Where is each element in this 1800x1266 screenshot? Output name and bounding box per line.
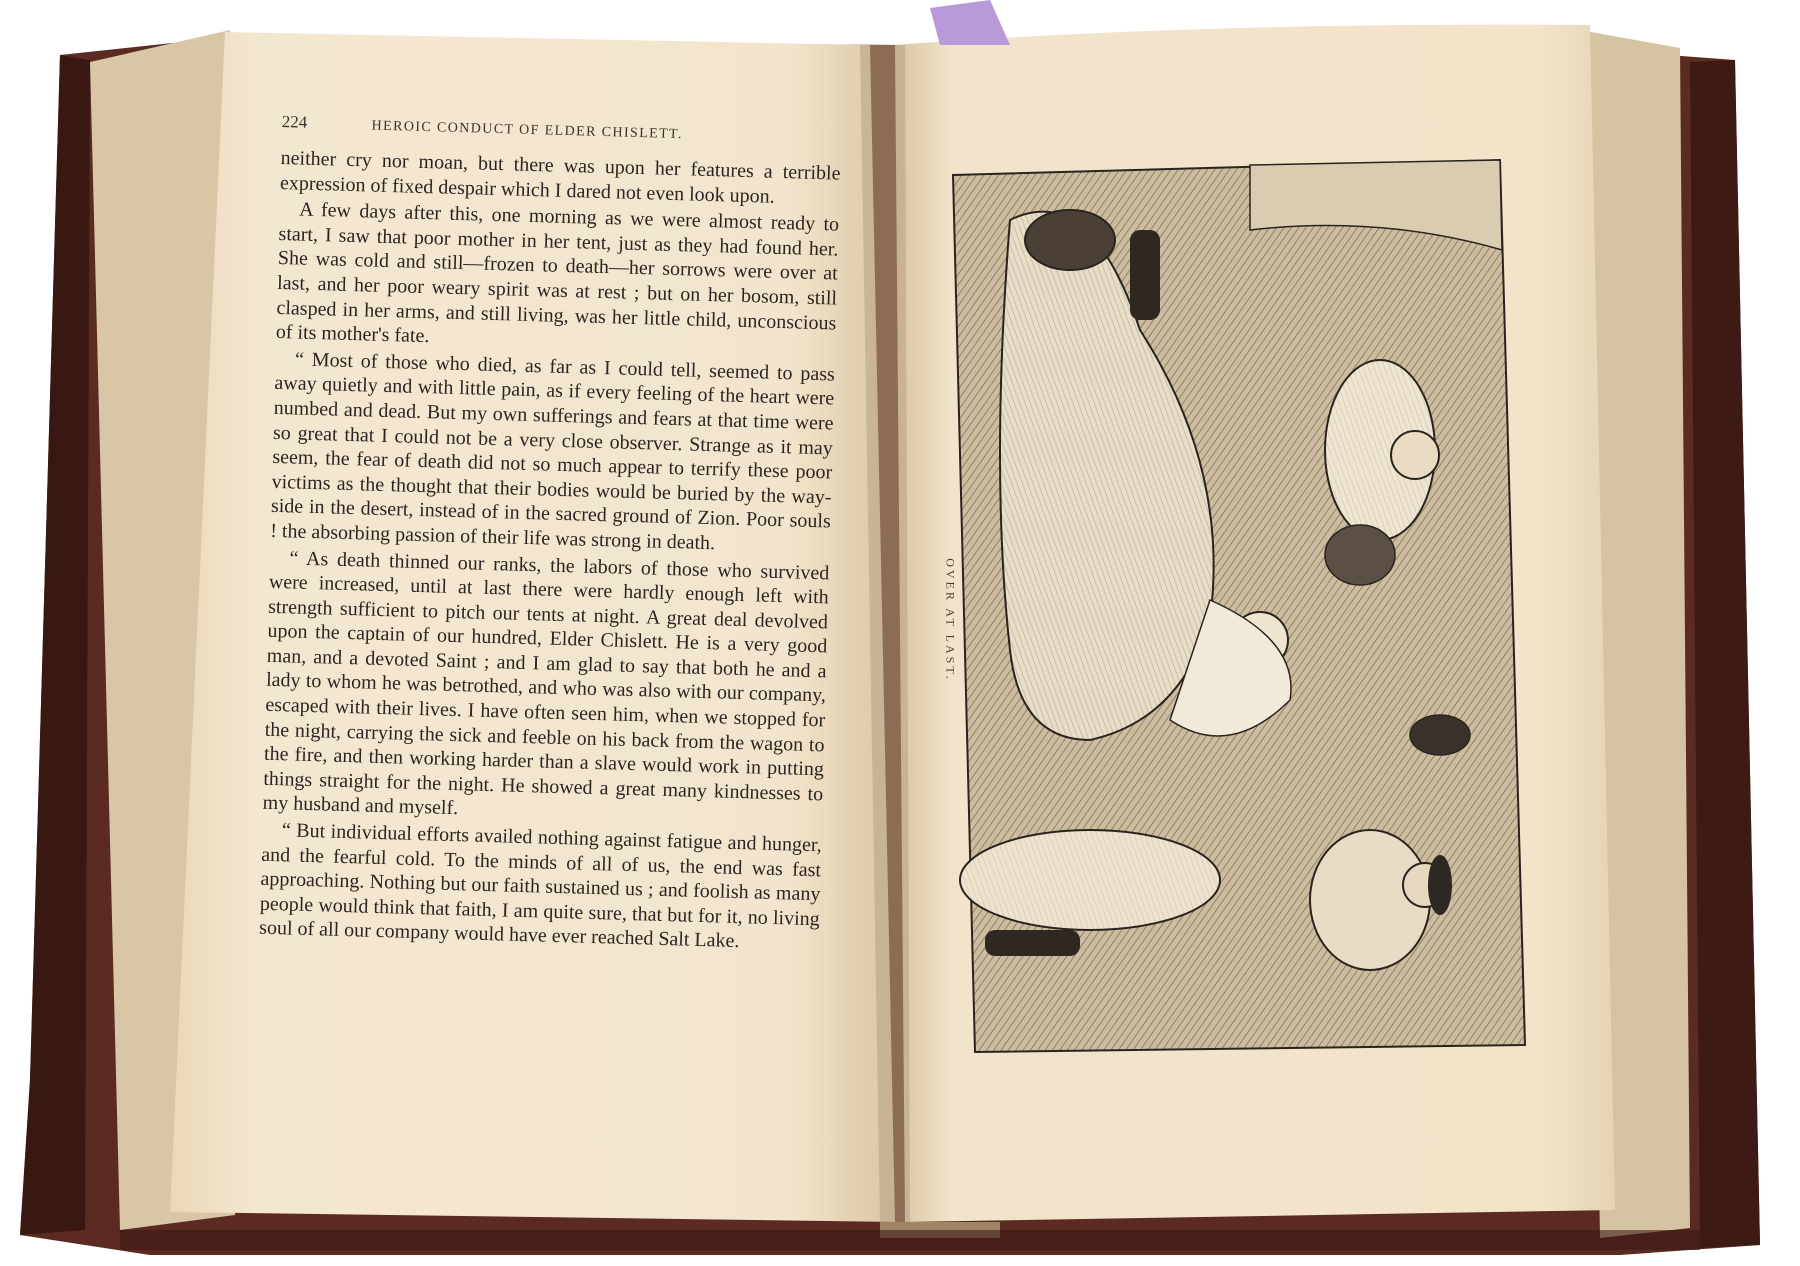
paragraph: “ But individual efforts availed nothing against fatigue and hunger, and the fearful cold. To the minds of all of us, the end was fast approaching. Nothing but our faith sustained us ; and foolish as many people would think that faith, I am quite sure, that but for it, no living soul of all our company would have ever reached Salt Lake. [258, 819, 823, 953]
bookmark-ribbon [930, 0, 1010, 45]
book-bottom-edge [120, 1230, 1700, 1250]
leather-cover-shade-right [1690, 60, 1760, 1248]
paragraph: “ Most of those who died, as far as I could tell, seemed to pass away quietly and with little pain, as if every feeling of the heart were numbed and dead. But my own sufferings and fears at that time were so great that I could not be a very close observer. Strange as it may seem, the fear of death did not so much appear to terrify these poor victims as the thought that their bodies would be buried by the way-side in the desert, instead of in the sacred ground of Zion. Poor souls ! the absorbing passion of their life was strong in death. [269, 348, 836, 555]
paragraph: “ As death thinned our ranks, the labors of those who survived were increased, until at last there were hardly enough left with strength sufficient to pitch our tents at night. A great deal devolved upon the captain of our hundred, Elder Chislett. He is a very good man, and a devoted Saint ; and I am glad to say that both he and a lady to whom he was betrothed, and who was also with our company, escaped with their lives. I have often seen him, when we stopped for the night, carrying the sick and feeble on his back from the wagon to the fire, and then working harder than a slave would work in putting things straight for the night. He showed a great many kindnesses to my husband and myself. [262, 546, 830, 820]
illustration-caption: OVER AT LAST. [943, 558, 958, 682]
paragraph: neither cry nor moan, but there was upon her features a terrible expression of fixed despair which I dared not even look upon. [279, 146, 841, 208]
engraving-illustration [953, 160, 1525, 1052]
left-page-text [259, 112, 842, 958]
leather-cover-shade [20, 55, 90, 1235]
running-title: HEROIC CONDUCT OF ELDER CHISLETT. [371, 118, 684, 143]
page-number: 224 [281, 112, 308, 132]
paragraph: A few days after this, one morning as we were almost ready to start, I saw that poor mother in her tent, just as they had found her. She was cold and still—frozen to death—her sorrows were over at last, and her poor weary spirit was at rest ; but on her bosom, still clasped in her arms, and still living, was her little child, unconscious of its mother's fate. [275, 198, 840, 348]
